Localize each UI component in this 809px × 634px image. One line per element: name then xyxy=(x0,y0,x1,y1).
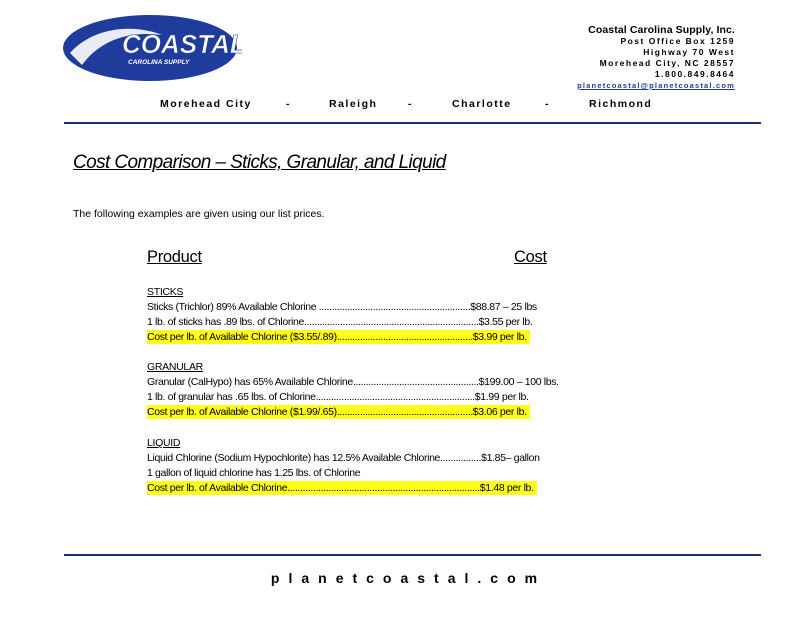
row-text: Cost per lb. of Available Chlorine ($3.55/.89).....................................................$3.99 per lb. xyxy=(147,330,530,344)
row-text: 1 lb. of granular has .65 lbs. of Chlorine..............................................................$1.99 per lb. xyxy=(147,391,529,403)
list-item xyxy=(147,452,540,464)
list-item xyxy=(147,391,529,403)
row-text: Granular (CalHypo) has 65% Available Chlorine.................................................$199.00 – 100 lbs. xyxy=(147,376,559,388)
row-text: 1 gallon of liquid chlorine has 1.25 lbs. of Chlorine xyxy=(147,467,361,479)
city-raleigh: Raleigh xyxy=(329,98,378,110)
intro-text: The following examples are given using our list prices. xyxy=(73,208,325,220)
city-charlotte: Charlotte xyxy=(452,98,512,110)
header-divider xyxy=(64,122,761,124)
list-item xyxy=(147,316,532,328)
section-heading-granular: GRANULAR xyxy=(147,361,203,373)
highlighted-cost-row xyxy=(147,406,530,418)
coastal-logo-graphic xyxy=(62,13,242,83)
product-column-header: Product xyxy=(147,248,202,266)
row-text: Cost per lb. of Available Chlorine ($1.99/.65).....................................................$3.06 per lb. xyxy=(147,405,530,419)
company-address-block xyxy=(577,24,735,91)
list-item xyxy=(147,301,537,313)
list-item xyxy=(147,376,559,388)
city-richmond: Richmond xyxy=(589,98,653,110)
row-text: Sticks (Trichlor) 89% Available Chlorine ...........................................................$88.87 – 25 lbs xyxy=(147,301,537,313)
city-separator: - xyxy=(286,98,291,110)
document-title: Cost Comparison – Sticks, Granular, and Liquid xyxy=(73,152,446,173)
row-text: Cost per lb. of Available Chlorine...........................................................................$1.48 per lb. xyxy=(147,481,537,495)
logo-subtext: CAROLINA SUPPLY xyxy=(128,59,190,66)
company-name: Coastal Carolina Supply, Inc. xyxy=(588,24,735,36)
logo-text: COASTAL xyxy=(122,29,242,59)
list-item xyxy=(147,467,360,479)
footer-divider xyxy=(64,554,761,556)
city-separator: - xyxy=(408,98,413,110)
address-line: Morehead City, NC 28557 xyxy=(599,58,735,68)
row-text: 1 lb. of sticks has .89 lbs. of Chlorine....................................................................$3.55 per lb. xyxy=(147,316,533,328)
section-heading-liquid: LIQUID xyxy=(147,437,181,449)
city-separator: - xyxy=(545,98,550,110)
row-text: Liquid Chlorine (Sodium Hypochlorite) has 12.5% Available Chlorine................$1.85– gallon xyxy=(147,452,540,464)
highlighted-cost-row xyxy=(147,331,530,343)
cost-column-header: Cost xyxy=(514,248,547,266)
phone-number: 1.800.849.8464 xyxy=(654,69,735,79)
footer-website[interactable]: planetcoastal.com xyxy=(270,570,547,586)
address-line: Post Office Box 1259 xyxy=(620,36,735,46)
city-morehead: Morehead City xyxy=(160,98,252,110)
address-line: Highway 70 West xyxy=(643,47,735,57)
highlighted-cost-row xyxy=(147,482,537,494)
section-heading-sticks: STICKS xyxy=(147,286,184,298)
company-logo xyxy=(62,13,242,83)
email-link[interactable]: planetcoastal@planetcoastal.com xyxy=(577,81,735,90)
